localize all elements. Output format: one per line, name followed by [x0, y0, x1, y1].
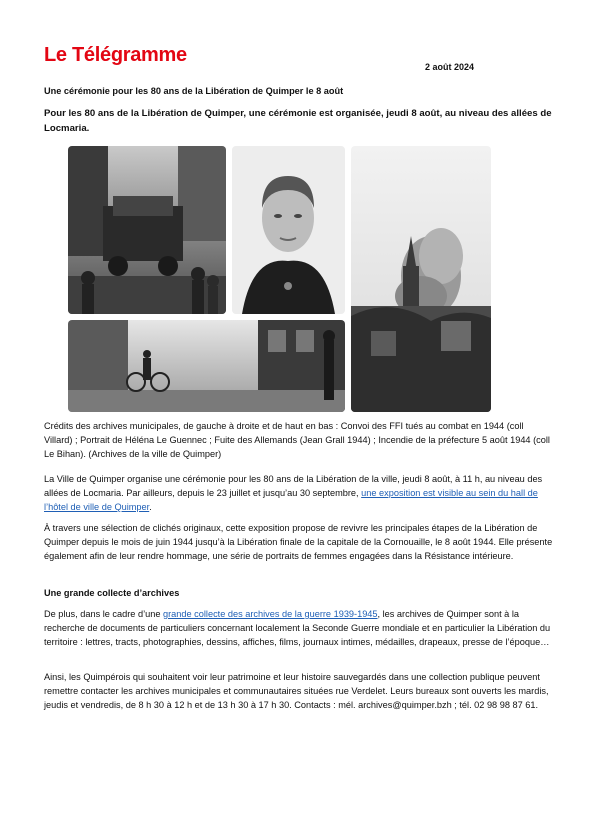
- archives-collection-link[interactable]: grande collecte des archives de la guerre 1939-1945: [163, 609, 378, 619]
- section-heading: Une grande collecte d’archives: [44, 588, 180, 598]
- paragraph-2: À travers une sélection de clichés originaux, cette exposition propose de revivre les principales étapes de la Libération de Quimper depuis le mois de juin 1944 jusqu’à la Libération finale de la capitale de la Cornouaille, le 8 août 1944. Elle présente également afin de leur rendre hommage, une série de portraits de femmes engagées dans la Résistance intérieure.: [44, 523, 553, 561]
- paragraph-3-start: De plus, dans le cadre d’une: [44, 609, 164, 619]
- paragraph-3-end: , les archives de Quimper sont à la recherche de documents de particuliers concernant localement la Seconde Guerre mondiale et en particulier la Libération du territoire : lettres, tracts, photographies, dessins, affiches, films, journaux intimes, médailles, drapeaux, presse de l’époque…: [44, 609, 551, 647]
- paragraph-3: [44, 607, 554, 649]
- photo-convoy: [68, 146, 226, 314]
- photo-street: [68, 320, 345, 412]
- article-headline: Une cérémonie pour les 80 ans de la Libération de Quimper le 8 août: [44, 86, 344, 96]
- paragraph-1-text: La Ville de Quimper organise une cérémonie pour les 80 ans de la Libération de la ville, jeudi 8 août, à 11 h, au niveau des allées de Locmaria. Par ailleurs, depuis le 23 juillet et jusqu’au 30 septembre,: [44, 474, 543, 498]
- exhibition-link[interactable]: une exposition est visible au sein du hall de l’hôtel de ville de Quimper: [44, 488, 538, 512]
- newspaper-logo: Le Télégramme: [44, 44, 187, 66]
- paragraph-1-end: .: [149, 502, 152, 512]
- photo-fire: [351, 146, 491, 412]
- paragraph-1: [44, 472, 554, 514]
- photo-caption: Crédits des archives municipales, de gauche à droite et de haut en bas : Convoi des FFI tués au combat en 1944 (coll Villard) ; Portrait de Héléna Le Guennec ; Fuite des Allemands (Jean Grall 1944) ; Incendie de la préfecture 5 août 1944 (coll Le Bihan). (Archives de la ville de Quimper): [44, 421, 550, 459]
- article-lead: Pour les 80 ans de la Libération de Quimper, une cérémonie est organisée, jeudi 8 août, au niveau des allées de Locmaria.: [44, 108, 552, 134]
- article-date: 2 août 2024: [425, 62, 475, 72]
- paragraph-4: Ainsi, les Quimpérois qui souhaitent voir leur patrimoine et leur histoire sauvegardés dans une collection publique peuvent remettre contacter les archives municipales et communautaires situées rue Verdelet. Leurs bureaux sont ouverts les mardis, jeudis et vendredis, de 8 h 30 à 12 h et de 13 h 30 à 17 h 30. Contacts : mél. archives@quimper.bzh ; tél. 02 98 98 87 61.: [44, 672, 549, 710]
- photo-portrait: [232, 146, 345, 314]
